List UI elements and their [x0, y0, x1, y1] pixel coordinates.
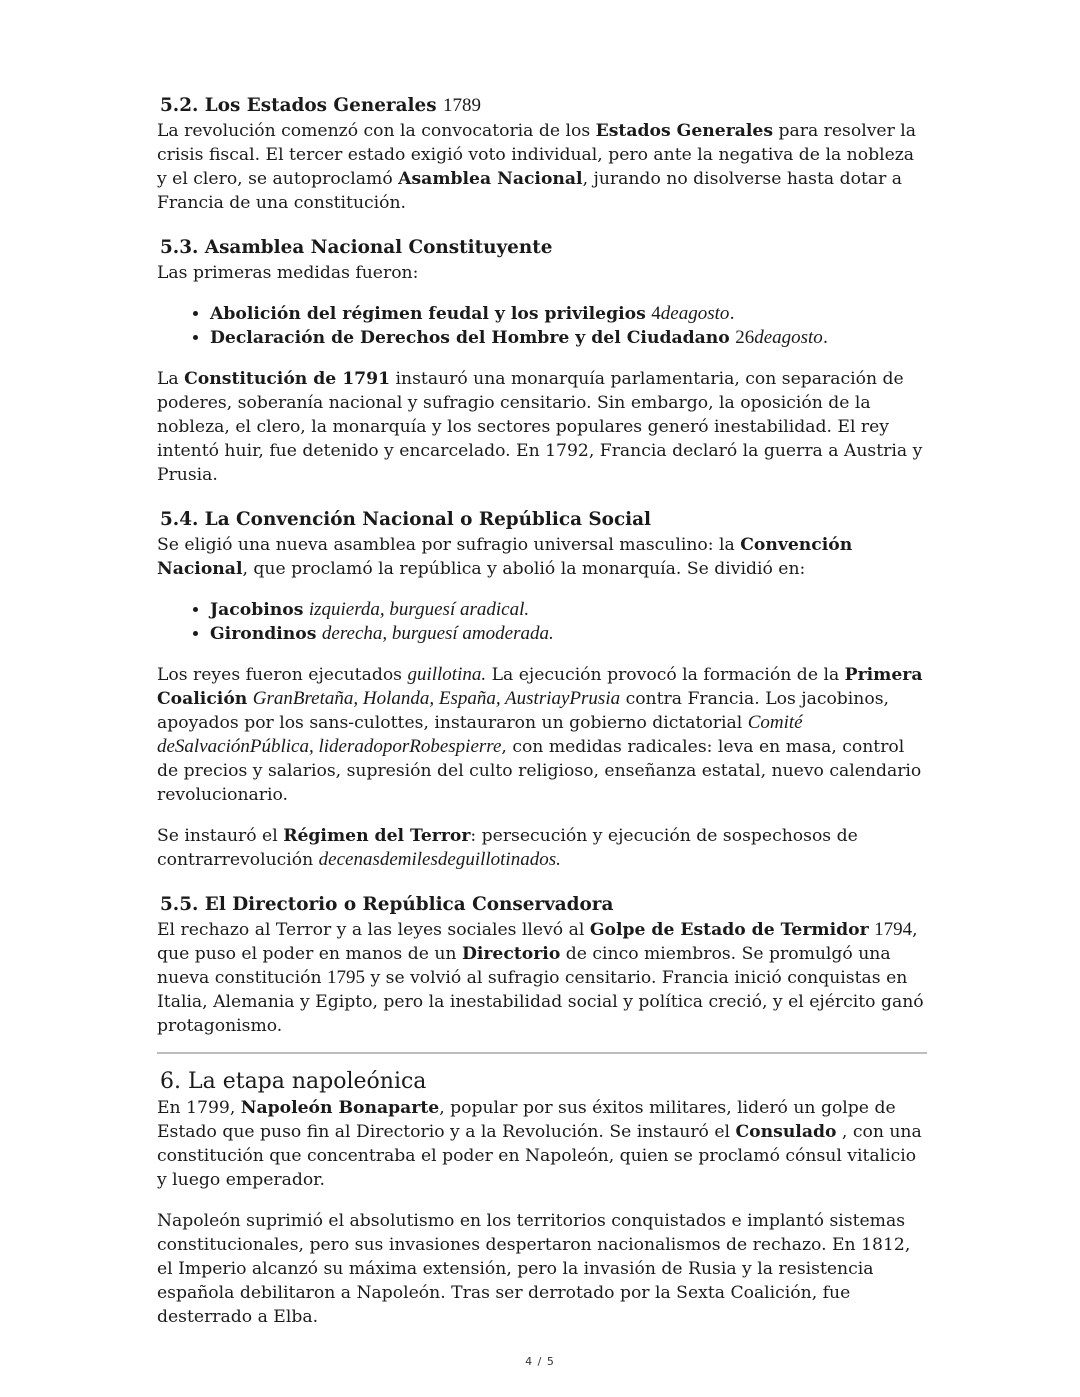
- section-5-4-paragraph-1: Se eligió una nueva asamblea por sufragio universal masculino: la Convención Nacional, que proclamó la república y abolió la monarquía. Se dividió en:: [157, 535, 853, 579]
- page-number: 4 / 5: [525, 1355, 555, 1368]
- list-item: • Declaración de Derechos del Hombre y del Ciudadano 26deagosto.: [210, 326, 927, 350]
- page-content: [157, 93, 927, 1329]
- section-6-paragraph-2: Napoleón suprimió el absolutismo en los territorios conquistados e implantó sistemas constitucionales, pero sus invasiones despertaron nacionalismos de rechazo. En 1812, el Imperio alcanzó su máxima extensión, pero la invasión de Rusia y la resistencia española debilitaron a Napoleón. Tras ser derrotado por la Sexta Coalición, fue desterrado a Elba.: [157, 1211, 911, 1327]
- section-5-5-heading: 5.5. El Directorio o República Conservadora: [160, 894, 614, 915]
- section-6-paragraph-1: En 1799, Napoleón Bonaparte, popular por sus éxitos militares, lideró un golpe de Estado que puso fin al Directorio y a la Revolución. Se instauró el Consulado , con una constitución que concentraba el poder en Napoleón, quien se proclamó cónsul vitalicio y luego emperador.: [157, 1098, 922, 1190]
- list-item: • Jacobinos izquierda, burguesí aradical.: [210, 598, 927, 622]
- section-5-4-paragraph-3: Se instauró el Régimen del Terror: persecución y ejecución de sospechosos de contrarrevolución decenasdemilesdeguillotinados.: [157, 826, 858, 870]
- section-5-3-paragraph: La Constitución de 1791 instauró una monarquía parlamentaria, con separación de poderes, soberanía nacional y sufragio censitario. Sin embargo, la oposición de la nobleza, el clero, la monarquía y los sectores populares generó inestabilidad. El rey intentó huir, fue detenido y encarcelado. En 1792, Francia declaró la guerra a Austria y Prusia.: [157, 369, 923, 485]
- heading-year: 1789: [442, 95, 481, 116]
- section-5-2-heading: 5.2. Los Estados Generales 1789: [160, 95, 481, 116]
- list-item: • Girondinos derecha, burguesí amoderada.: [210, 622, 927, 646]
- section-5-3-heading: 5.3. Asamblea Nacional Constituyente: [160, 237, 553, 258]
- section-5-3-intro: Las primeras medidas fueron:: [157, 263, 419, 283]
- section-5-2-paragraph: La revolución comenzó con la convocatoria de los Estados Generales para resolver la crisis fiscal. El tercer estado exigió voto individual, pero ante la negativa de la nobleza y el clero, se autoproclamó Asamblea Nacional, jurando no disolverse hasta dotar a Francia de una constitución.: [157, 121, 917, 213]
- section-6-heading: 6. La etapa napoleónica: [160, 1069, 427, 1094]
- section-5-3-list: [157, 302, 927, 350]
- section-5-4-heading: 5.4. La Convención Nacional o República Social: [160, 509, 652, 530]
- list-item: • Abolición del régimen feudal y los privilegios 4deagosto.: [210, 302, 927, 326]
- section-5-5-paragraph: El rechazo al Terror y a las leyes sociales llevó al Golpe de Estado de Termidor 1794, que puso el poder en manos de un Directorio de cinco miembros. Se promulgó una nueva constitución 1795 y se volvió al sufragio censitario. Francia inició conquistas en Italia, Alemania y Egipto, pero la inestabilidad social y política creció, y el ejército ganó protagonismo.: [157, 919, 924, 1036]
- section-5-4-list: [157, 598, 927, 646]
- section-5-4-paragraph-2: Los reyes fueron ejecutados guillotina. La ejecución provocó la formación de la Primera Coalición GranBretaña, Holanda, España, AustriayPrusia contra Francia. Los jacobinos, apoyados por los sans-culottes, instauraron un gobierno dictatorial Comité deSalvaciónPública, lideradoporRobespierre, con medidas radicales: leva en masa, control de precios y salarios, supresión del culto religioso, enseñanza estatal, nuevo calendario revolucionario.: [157, 664, 923, 805]
- section-divider: [157, 1052, 927, 1054]
